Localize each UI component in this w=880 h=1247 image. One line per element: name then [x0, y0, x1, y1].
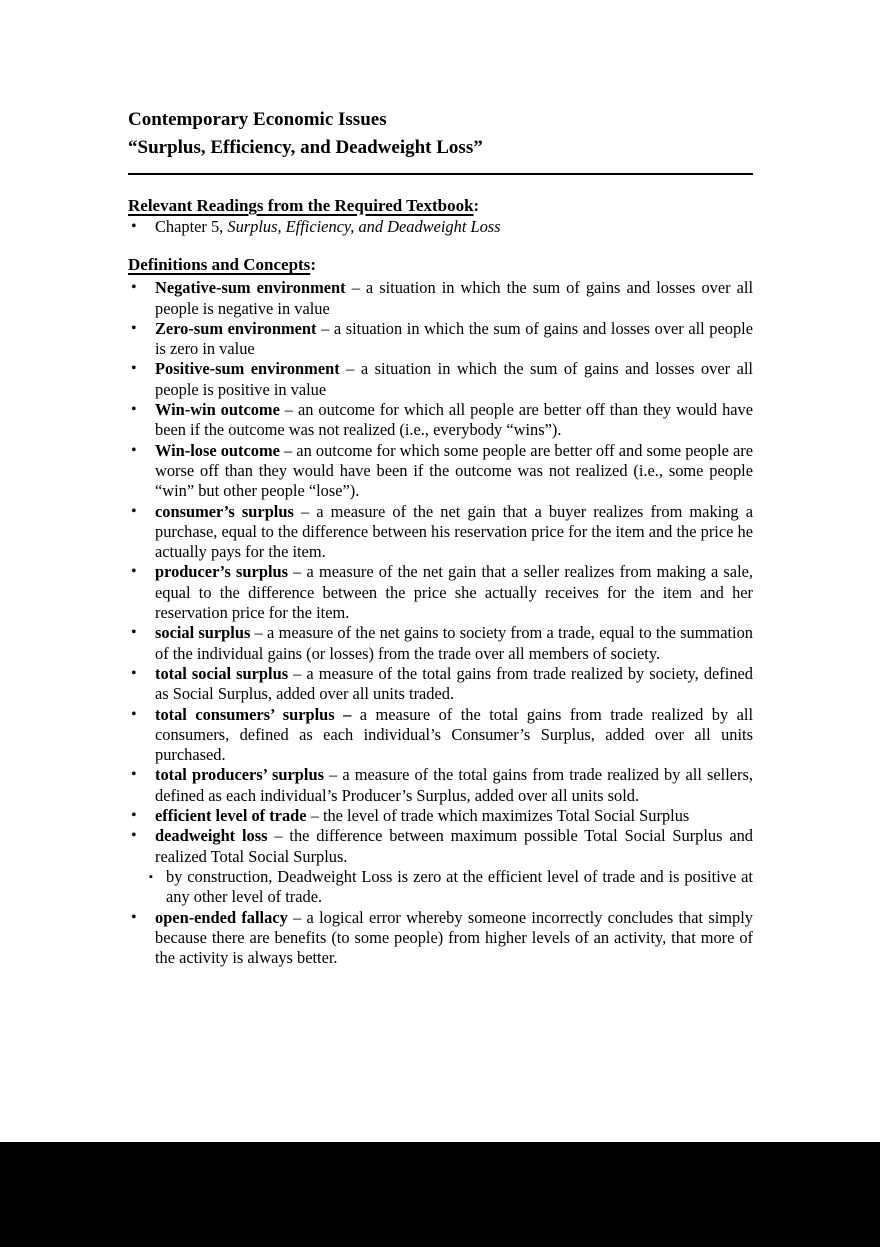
definition-item [155, 908, 753, 969]
document-title [128, 106, 753, 162]
definition-text: – a logical error whereby someone incorrectly concludes that simply because there are benefits (to some people) from higher levels of an activity, that more of the activity is always better. [155, 907, 753, 968]
definition-item [155, 502, 753, 563]
definition-item [155, 441, 753, 502]
definition-term: open-ended fallacy [155, 907, 288, 927]
definition-item [155, 278, 753, 319]
definition-item [155, 826, 753, 907]
definition-text: – a measure of the net gain that a buyer realizes from making a purchase, equal to the difference between his reservation price for the item and the price he actually pays for the item. [155, 501, 753, 562]
readings-heading [128, 195, 753, 216]
reading-item-title: Surplus, Efficiency, and Deadweight Loss [227, 217, 501, 236]
definition-item [155, 705, 753, 766]
definition-term: deadweight loss [155, 826, 268, 846]
definition-term: social surplus [155, 623, 251, 643]
definition-item [155, 319, 753, 360]
definition-text: – a measure of the total gains from trade realized by all sellers, defined as each individual’s Producer’s Surplus, added over all units sold. [155, 765, 753, 805]
definition-term: total producers’ surplus [155, 765, 324, 785]
definition-text: – a situation in which the sum of gains and losses over all people is positive in value [155, 359, 753, 399]
definition-sublist [155, 867, 753, 908]
definition-text: – a measure of the net gain that a seller realizes from making a sale, equal to the difference between the price she actually receives for the item and her reservation price for the item. [155, 562, 754, 623]
definition-subitem-text: by construction, Deadweight Loss is zero at the efficient level of trade and is positive at any other level of trade. [166, 866, 753, 907]
document-page [128, 106, 753, 968]
definitions-heading-colon: : [310, 255, 316, 275]
definition-item [155, 765, 753, 806]
definition-term: total social surplus [155, 663, 289, 683]
definition-text: – an outcome for which some people are better off and some people are worse off than they would have been if the outcome was not realized (i.e., some people “win” but other people “lose”). [155, 440, 754, 501]
definitions-heading [128, 254, 753, 275]
definition-term: Win-win outcome [155, 400, 280, 420]
definition-item [155, 623, 753, 664]
document-title-line2: “Surplus, Efficiency, and Deadweight Loss” [128, 137, 483, 158]
readings-list [128, 217, 753, 237]
definition-item [155, 562, 753, 623]
readings-heading-colon: : [473, 196, 480, 215]
bottom-band [0, 1142, 880, 1247]
definition-term: consumer’s surplus [155, 501, 294, 521]
definition-text: a measure of the total gains from trade realized by all consumers, defined as each individual’s Consumer’s Surplus, added over all units purchased. [155, 704, 754, 765]
readings-heading-text: Relevant Readings from the Required Textbook [128, 196, 474, 215]
definition-item [155, 664, 753, 705]
definition-text: – a situation in which the sum of gains and losses over all people is zero in value [155, 318, 754, 359]
definition-term: Zero-sum environment [155, 318, 317, 338]
document-title-line1: Contemporary Economic Issues [128, 109, 387, 130]
definition-text: – an outcome for which all people are better off than they would have been if the outcome was not realized (i.e., everybody “wins”). [155, 400, 754, 440]
definition-term: Negative-sum environment [155, 278, 346, 298]
reading-item [155, 217, 753, 237]
reading-item-prefix: Chapter 5, [155, 217, 228, 236]
definition-term: total consumers’ surplus – [155, 704, 352, 724]
definition-term: Win-lose outcome [155, 440, 280, 460]
definition-text: – a measure of the total gains from trade realized by society, defined as Social Surplus, added over all units traded. [155, 663, 753, 704]
definition-subitem [166, 867, 753, 908]
definition-term: efficient level of trade [155, 806, 307, 826]
definition-item [155, 400, 753, 441]
definition-text: – the difference between maximum possible Total Social Surplus and realized Total Social Surplus. [155, 826, 753, 866]
definition-item [155, 806, 753, 826]
title-rule [128, 173, 753, 175]
definition-term: Positive-sum environment [155, 359, 340, 379]
definition-item [155, 359, 753, 400]
definitions-list [128, 278, 753, 968]
definition-text: – the level of trade which maximizes Total Social Surplus [306, 806, 690, 826]
definitions-heading-text: Definitions and Concepts [128, 255, 311, 275]
definition-text: – a situation in which the sum of gains and losses over all people is negative in value [155, 278, 754, 318]
definition-text: – a measure of the net gains to society from a trade, equal to the summation of the individual gains (or losses) from the trade over all members of society. [155, 623, 754, 663]
definition-term: producer’s surplus [155, 562, 288, 582]
